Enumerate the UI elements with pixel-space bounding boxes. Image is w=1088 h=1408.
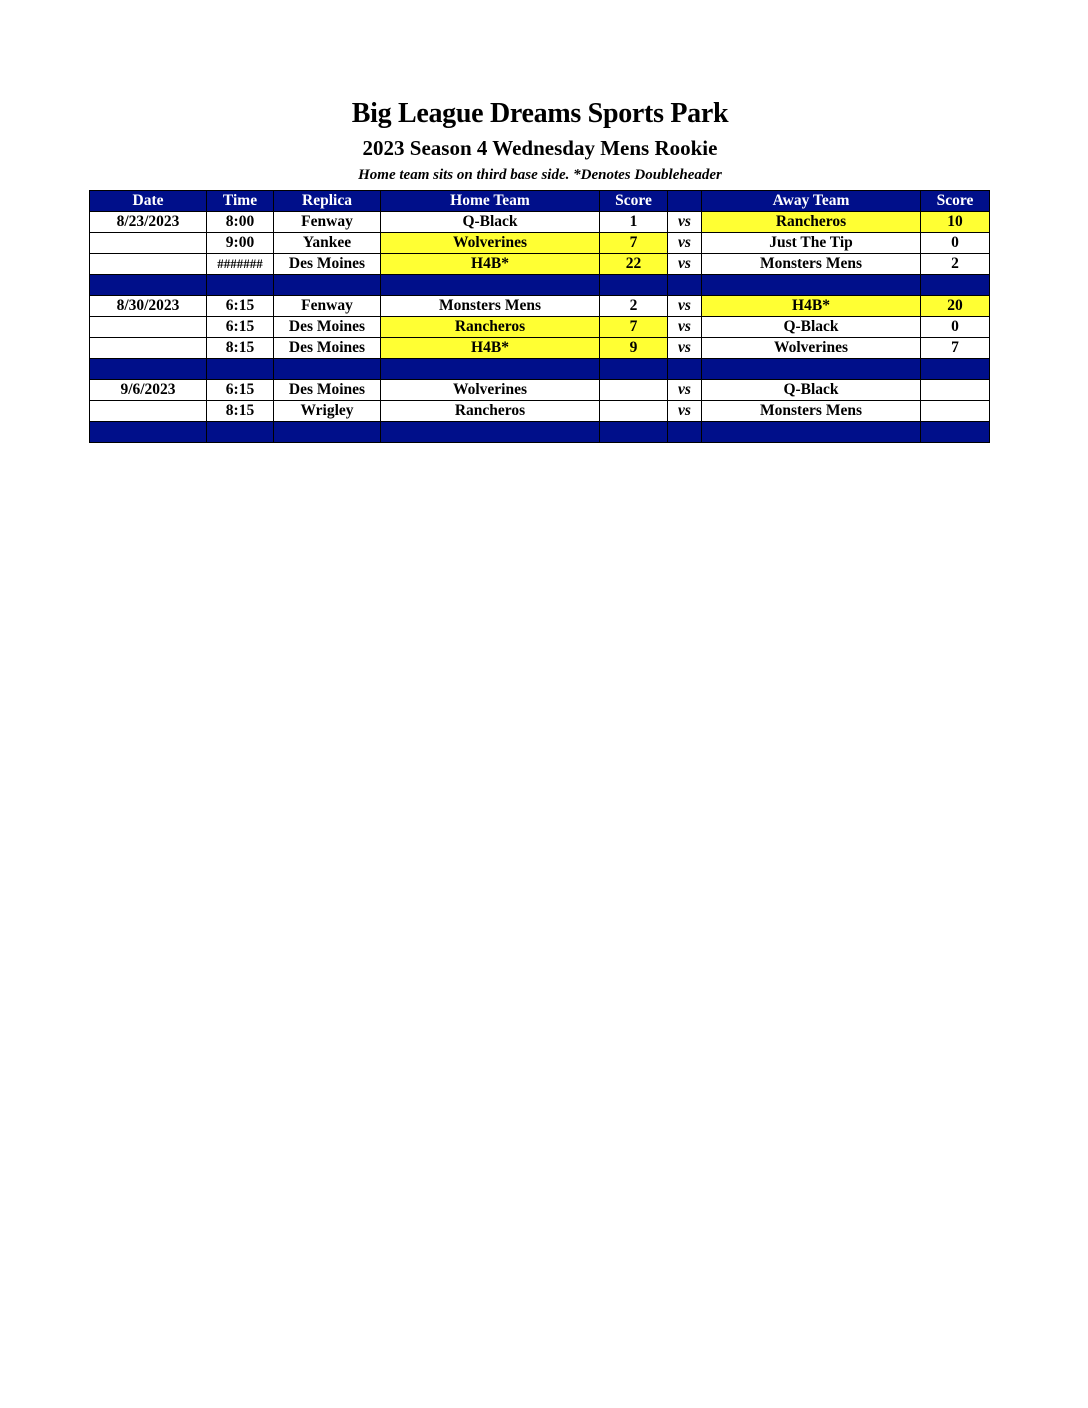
cell-home-score: 9 [600, 338, 668, 359]
cell-date [90, 317, 207, 338]
cell-vs: vs [668, 254, 702, 275]
col-header-away-score: Score [921, 191, 990, 212]
table-row [90, 233, 990, 254]
cell-time: 6:15 [207, 317, 274, 338]
cell-away-score: 0 [921, 233, 990, 254]
table-row [90, 296, 990, 317]
cell-date: 9/6/2023 [90, 380, 207, 401]
schedule-table [89, 190, 990, 443]
cell-home-team: H4B* [381, 338, 600, 359]
col-header-away-team: Away Team [702, 191, 921, 212]
page-subtitle: 2023 Season 4 Wednesday Mens Rookie [362, 136, 718, 160]
cell-vs: vs [668, 233, 702, 254]
col-header-replica: Replica [274, 191, 381, 212]
cell-away-team: Rancheros [702, 212, 921, 233]
cell-away-score: 0 [921, 317, 990, 338]
cell-time: 8:15 [207, 401, 274, 422]
cell-away-team: Monsters Mens [702, 254, 921, 275]
table-header-row [90, 191, 990, 212]
cell-home-team: Rancheros [381, 317, 600, 338]
cell-home-team: H4B* [381, 254, 600, 275]
week-separator-row [90, 359, 990, 380]
cell-away-score [921, 380, 990, 401]
col-header-home-team: Home Team [381, 191, 600, 212]
col-header-date: Date [90, 191, 207, 212]
cell-vs: vs [668, 296, 702, 317]
cell-home-team: Wolverines [381, 233, 600, 254]
cell-away-score [921, 401, 990, 422]
cell-time: 6:15 [207, 380, 274, 401]
cell-away-score: 7 [921, 338, 990, 359]
cell-home-score: 1 [600, 212, 668, 233]
week-separator-row [90, 422, 990, 443]
week-separator-row [90, 275, 990, 296]
cell-away-team: Q-Black [702, 317, 921, 338]
cell-replica: Des Moines [274, 338, 381, 359]
cell-date [90, 254, 207, 275]
page-note: Home team sits on third base side. *Denotes Doubleheader [358, 167, 722, 183]
cell-replica: Wrigley [274, 401, 381, 422]
cell-date: 8/30/2023 [90, 296, 207, 317]
cell-away-score: 2 [921, 254, 990, 275]
table-row [90, 338, 990, 359]
cell-replica: Des Moines [274, 254, 381, 275]
cell-replica: Des Moines [274, 380, 381, 401]
cell-time: 9:00 [207, 233, 274, 254]
col-header-vs [668, 191, 702, 212]
page-title: Big League Dreams Sports Park [351, 98, 729, 129]
cell-date [90, 233, 207, 254]
cell-date: 8/23/2023 [90, 212, 207, 233]
cell-home-score: 2 [600, 296, 668, 317]
cell-home-team: Rancheros [381, 401, 600, 422]
cell-away-team: Q-Black [702, 380, 921, 401]
cell-away-score: 20 [921, 296, 990, 317]
cell-replica: Fenway [274, 212, 381, 233]
cell-vs: vs [668, 212, 702, 233]
cell-date [90, 401, 207, 422]
cell-replica: Des Moines [274, 317, 381, 338]
col-header-home-score: Score [600, 191, 668, 212]
cell-away-team: Monsters Mens [702, 401, 921, 422]
table-row [90, 212, 990, 233]
table-row [90, 317, 990, 338]
table-row [90, 380, 990, 401]
cell-time: 6:15 [207, 296, 274, 317]
cell-time: 8:15 [207, 338, 274, 359]
cell-away-team: Wolverines [702, 338, 921, 359]
cell-away-team: Just The Tip [702, 233, 921, 254]
cell-home-team: Q-Black [381, 212, 600, 233]
cell-home-score: 22 [600, 254, 668, 275]
col-header-time: Time [207, 191, 274, 212]
cell-date [90, 338, 207, 359]
table-row [90, 401, 990, 422]
cell-time: ####### [207, 254, 274, 275]
cell-replica: Yankee [274, 233, 381, 254]
cell-time: 8:00 [207, 212, 274, 233]
cell-replica: Fenway [274, 296, 381, 317]
cell-vs: vs [668, 317, 702, 338]
cell-home-score: 7 [600, 233, 668, 254]
cell-home-team: Wolverines [381, 380, 600, 401]
cell-home-score: 7 [600, 317, 668, 338]
cell-away-team: H4B* [702, 296, 921, 317]
cell-vs: vs [668, 380, 702, 401]
cell-away-score: 10 [921, 212, 990, 233]
cell-vs: vs [668, 401, 702, 422]
table-row [90, 254, 990, 275]
cell-home-score [600, 380, 668, 401]
cell-vs: vs [668, 338, 702, 359]
cell-home-score [600, 401, 668, 422]
cell-home-team: Monsters Mens [381, 296, 600, 317]
